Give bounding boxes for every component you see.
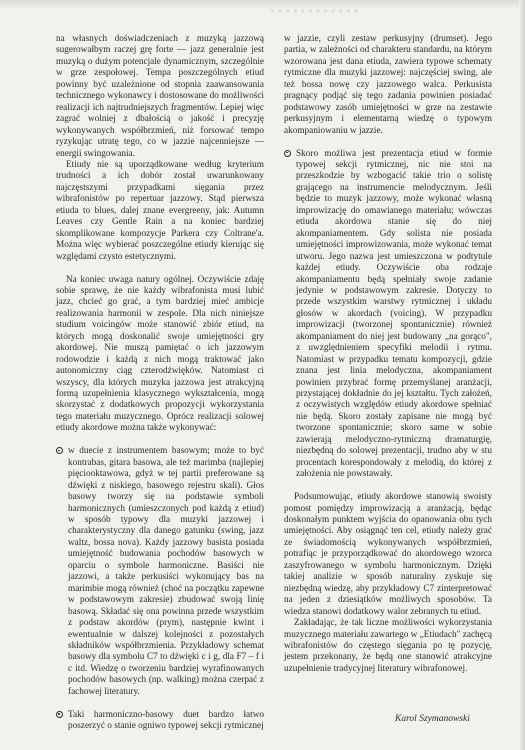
bullet-item-bass-duet xyxy=(56,446,264,698)
author-signature: Karol Szymanowski xyxy=(395,714,470,724)
left-paragraph-1: na własnych doświadczeniach z muzyką jazzową sugerowałbym raczej grę forte — jazz generalnie jest muzyką o dużym potencjale dynamicznym, szczególnie w grze zespołowej. Tempa poszczególnych etiud powinny być uzależnione od stopnia zaawansowania technicznego wykonawcy i dostosowane do możliwości realizacji ich najtrudniejszych fragmentów. Lepiej więc zagrać wolniej z dbałością o jakość i precyzję wykonywanych współbrzmień, niż forsować tempo ryzykując utratę tego, co w jazzie najcenniejsze — energii swingowania. xyxy=(56,34,264,159)
bullet-item-rhythm-section xyxy=(56,710,264,733)
right-paragraph-2: Podsumowując, etiudy akordowe stanowią swoisty pomost pomiędzy improwizacją a aranżacją, będąc doskonałym punktem wyjścia do opanowania obu tych umiejętności. Aby osiągnąć ten cel, etiudy należy grać ze świadomością wykonywanych współbrzmień, potrafiąc je przyporządkować do akordowego wzorca zaszyfrowanego w symbolu harmonicznym. Dzięki takiej analizie w sposób naturalny zyskuje się niezbędną wiedzę, aby przykładowy C7 zinterpretować na jeden z dziesiątków możliwych sposobów. Ta wiedza stanowi dodatkowy walor zebranych tu etiud. xyxy=(284,492,492,617)
left-column xyxy=(56,34,264,733)
page-right-shadow xyxy=(519,0,525,750)
circle-bullet-icon xyxy=(284,150,291,157)
bullet-item-soloist xyxy=(284,149,492,481)
right-paragraph-3: Zakładając, że tak liczne możliwości wykorzystania muzycznego materiału zawartego w „Etiudach" zachęcą wibrafonistów do częstego sięgania po tę pozycję, jestem przekonany, że będą one stanowić atrakcyjne uzupełnienie tradycyjnej literatury wibrafonowej. xyxy=(284,618,492,674)
right-column xyxy=(284,34,492,675)
bullet-text: Taki harmoniczno-basowy duet bardzo łatwo poszerzyć o stanie ogniwo typowej sekcji rytmicznej xyxy=(68,709,264,732)
bleed-through-heading: ▪▪▪▪▪▪▪▪▪▪▪▪ xyxy=(270,3,362,18)
circle-bullet-icon xyxy=(56,711,63,718)
bullet-text: Skoro możliwa jest prezentacja etiud w formie typowej sekcji rytmicznej, nic nie stoi na przeszkodzie by wzbogacić takie trio o solistę grającego na instrumencie melodycznym. Jeśli będzie to muzyk jazzowy, może wykonać własną improwizację do omawianego materiału; wówczas etiuda akordowa stanie się do niej akompaniamentem. Gdy solista nie posiada umiejętności improwizowania, może wykonać temat utworu. Jego nazwa jest umieszczona w podtytule każdej etiudy. Oczywiście oba rodzaje akompaniamentu będą spełniały swoje zadanie jedynie w podstawowym zakresie. Dotyczy to przede wszystkim warstwy rytmicznej i układu głosów w akordach (voicing). W przypadku improwizacji (tworzonej spontanicznie) również akompaniament do niej jest budowany „na gorąco", z uwzględnieniem specyfiki melodii i rytmu. Natomiast w przypadku tematu kompozycji, gdzie znana jest linia melodyczna, akompaniament powinien przybrać formę przemyślanej aranżacji, przystającej dokładnie do jej kształtu. Tych założeń, z oczywistych względów etiudy akordowe spełniać nie będą. Skoro zostały zapisane nie mogą być tworzone spontanicznie; skoro same w sobie zawierają melodyczno-rytmiczną dramaturgię, niezbędną do solowej prezentacji, trudno aby w stu procentach korespondowały z melodią, do której z założenia nie powstawały. xyxy=(296,148,492,480)
circle-bullet-icon xyxy=(56,447,63,454)
left-paragraph-3: Na koniec uwaga natury ogólnej. Oczywiście zdaję sobie sprawę, że nie każdy wibrafonista musi lubić jazz, chcieć go grać, a tym bardziej mieć ambicje realizowania harmonii w zespole. Dla nich niniejsze studium voicingów może stanowić zbiór etiud, na których mogą doskonalić swoje umiejętności gry akordowej. Nie muszą pamiętać o ich jazzowym rodowodzie i każdą z nich mogą traktować jako autonomiczny ciąg czterodźwięków. Natomiast ci wszyscy, dla których muzyka jazzowa jest atrakcyjną formą uzupełnienia klasycznego wykształcenia, mogą skorzystać z dodatkowych propozycji wykorzystania tego materiału muzycznego. Oprócz realizacji solowej etiudy akordowe można także wykonywać: xyxy=(56,274,264,434)
page-top-shadow xyxy=(0,0,525,9)
right-paragraph-1: w jazzie, czyli zestaw perkusyjny (drumset). Jego partia, w zależności od charakteru standardu, na którym wzorowana jest dana etiuda, zawiera typowe schematy rytmiczne dla muzyki jazzowej: najczęściej swing, ale też bossa nowę czy jazzowego walca. Perkusista pragnący podjąć się tego zadania powinien posiadać podstawowy zasób umiejętności w grze na zestawie perkusyjnym i elementarną wiedzę o typowym akompaniowaniu w jazzie. xyxy=(284,34,492,136)
bullet-text: w duecie z instrumentem basowym; może to być kontrabas, gitara basowa, ale też marimba (najlepiej pięciooktawowa, gdyż w tej partii preferowane są dźwięki z niskiego, basowego rejestru skali). Głos basowy tworzy się na podstawie symboli harmonicznych (umieszczonych pod każdą z etiud) w sposób typowy dla muzyki jazzowej i charakterystyczny dla danego gatunku (swing, jazz waltz, bossa nova). Każdy jazzowy basista posiada umiejętność budowania pochodów basowych w oparciu o symbole harmoniczne. Basiści nie jazzowi, a także perkusiści wykonujący bas na marimbie mogą również (choć na początku zapewne w podstawowym zakresie) zbudować swoją linię basową. Składać się ona powinna przede wszystkim z podstaw akordów (prym), następnie kwint i ewentualnie w dalszej kolejności z pozostałych składników współbrzmienia. Przykładowy schemat basowy dla symbolu C7 to dźwięki c i g, dla F7 – f i c itd. Wiedzę o tworzeniu bardziej wyrafinowanych pochodów basowych (np. walking) można czerpać z fachowej literatury. xyxy=(68,446,264,697)
left-paragraph-2: Etiudy nie są uporządkowane według kryterium trudności a ich dobór został uwarunkowany najczęstszymi przypadkami sięgania przez wibrafonistów po repertuar jazzowy. Stąd pierwsza etiuda to blues, dalej znane evergreeny, jak: Autumn Leaves czy Gentle Rain a na koniec bardziej skomplikowane kompozycje Parkera czy Coltrane'a. Można więc wybierać poszczególne etiudy kierując się względami czysto estetycznymi. xyxy=(56,159,264,262)
